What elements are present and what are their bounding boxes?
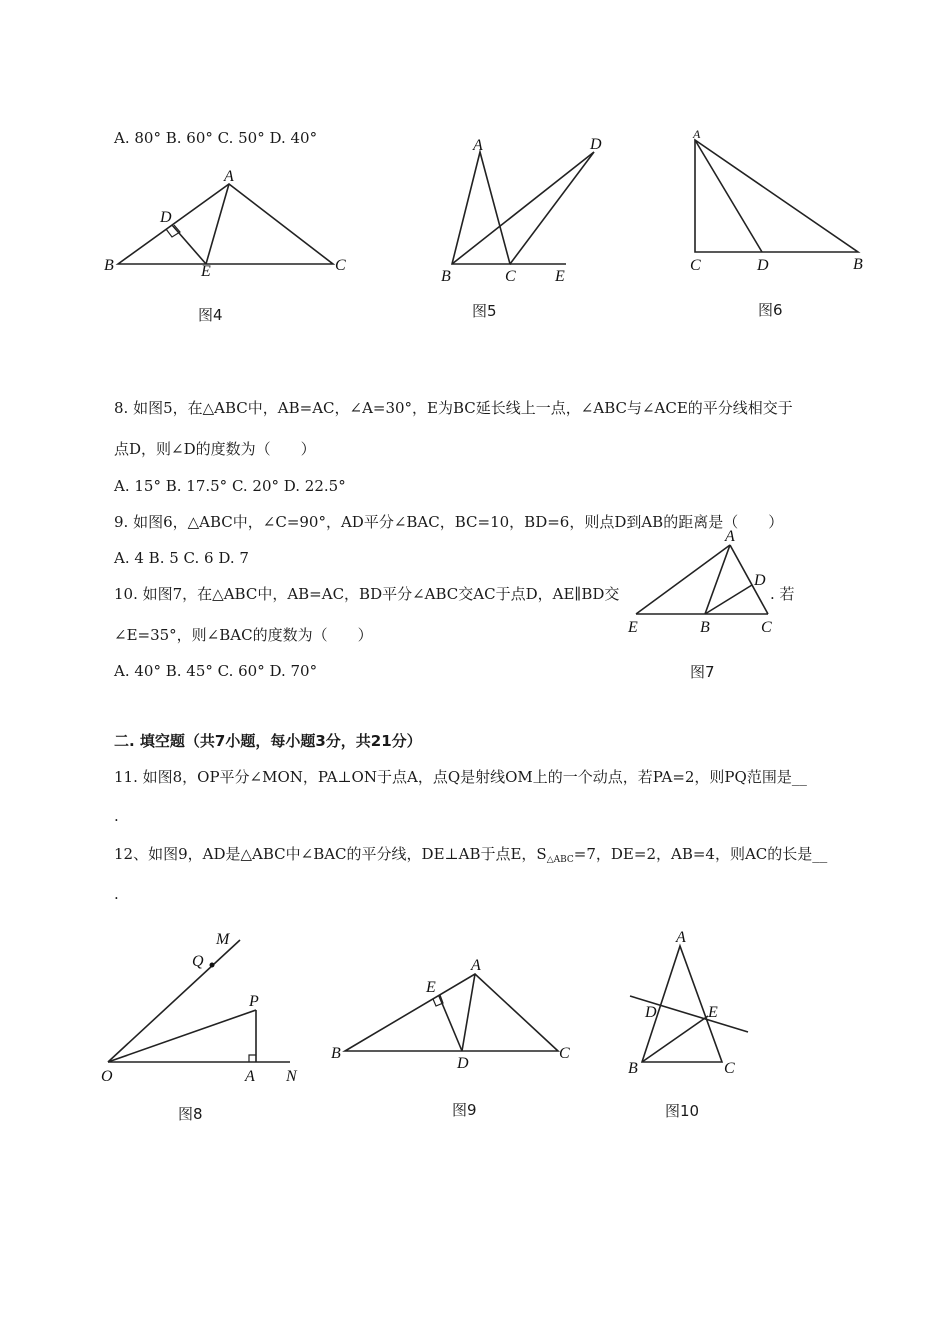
q9-options: A. 4 B. 5 C. 6 D. 7 xyxy=(114,549,249,567)
q12-line1a: 12、如图9，AD是△ABC中∠BAC的平分线，DE⊥AB于点E，S xyxy=(114,845,547,863)
q8-line1: 8. 如图5，在△ABC中，AB=AC，∠A=30°，E为BC延长线上一点，∠ABC与∠ACE的平分线相交于 xyxy=(114,399,793,417)
fig8-label-p: P xyxy=(249,993,259,1010)
fig10-label-a: A xyxy=(676,929,686,946)
q7-options: A. 80° B. 60° C. 50° D. 40° xyxy=(114,129,318,147)
fig4-label-a: A xyxy=(224,168,234,185)
fig5-label-a: A xyxy=(473,137,483,154)
q12-line1b: =7，DE=2，AB=4，则AC的长是__ xyxy=(573,845,828,863)
fig9-label-d: D xyxy=(457,1055,469,1072)
fig5-caption: 图5 xyxy=(472,302,497,320)
fig5-label-c: C xyxy=(505,268,516,285)
fig7-label-e: E xyxy=(628,619,638,636)
fig10-label-b: B xyxy=(628,1060,638,1077)
q12-subscript: △ABC xyxy=(546,855,574,865)
q10-line1b: . 若 xyxy=(770,585,795,603)
q8-options: A. 15° B. 17.5° C. 20° D. 22.5° xyxy=(114,477,346,495)
fig7-label-d: D xyxy=(754,572,766,589)
fig8-label-o: O xyxy=(101,1068,113,1085)
fig9-label-a: A xyxy=(471,957,481,974)
fig4-label-c: C xyxy=(335,257,346,274)
fig4-caption: 图4 xyxy=(198,306,223,324)
fig9-label-e: E xyxy=(426,979,436,996)
fig6-label-a: A xyxy=(693,127,701,141)
fig4-label-d: D xyxy=(160,209,172,226)
q10-line2: ∠E=35°，则∠BAC的度数为（ ） xyxy=(114,626,373,644)
fig6-label-d: D xyxy=(757,257,769,274)
q12-line2: . xyxy=(114,885,119,903)
q11-line2: . xyxy=(114,807,119,825)
fig9-caption: 图9 xyxy=(452,1101,477,1119)
fig5-label-b: B xyxy=(441,268,451,285)
fig9-label-c: C xyxy=(559,1045,570,1062)
fig10-label-c: C xyxy=(724,1060,735,1077)
fig10-label-e: E xyxy=(708,1004,718,1021)
fig8-label-m: M xyxy=(216,931,230,948)
fig5-label-d: D xyxy=(590,136,602,153)
fig8-label-a: A xyxy=(245,1068,255,1085)
fig4-label-e: E xyxy=(201,263,211,280)
q11-line1: 11. 如图8，OP平分∠MON，PA⊥ON于点A，点Q是射线OM上的一个动点，若PA=2，则PQ范围是__ xyxy=(114,768,807,786)
fig8-caption: 图8 xyxy=(178,1105,203,1123)
fig4-label-b: B xyxy=(104,257,114,274)
fig7-label-a: A xyxy=(725,528,735,545)
q8-line2: 点D，则∠D的度数为（ ） xyxy=(114,440,316,458)
section-2-title: 二. 填空题（共7小题，每小题3分，共21分） xyxy=(114,732,422,750)
fig8-label-q: Q xyxy=(192,953,204,970)
fig8-label-n: N xyxy=(286,1068,297,1085)
fig7-label-b: B xyxy=(700,619,710,636)
fig6-label-c: C xyxy=(690,257,701,274)
fig10-label-d: D xyxy=(645,1004,657,1021)
fig9-label-b: B xyxy=(331,1045,341,1062)
q10-options: A. 40° B. 45° C. 60° D. 70° xyxy=(114,662,318,680)
fig5-label-e: E xyxy=(555,268,565,285)
fig10-segment-be xyxy=(642,1016,708,1062)
fig6-caption: 图6 xyxy=(758,301,783,319)
q10-line1a: 10. 如图7，在△ABC中，AB=AC，BD平分∠ABC交AC于点D，AE∥BD交 xyxy=(114,585,620,603)
q9-line1: 9. 如图6，△ABC中，∠C=90°，AD平分∠BAC，BC=10，BD=6，则点D到AB的距离是（ ） xyxy=(114,513,784,531)
fig6-label-b: B xyxy=(853,256,863,273)
fig10-caption: 图10 xyxy=(665,1102,700,1120)
fig7-label-c: C xyxy=(761,619,772,636)
fig7-caption: 图7 xyxy=(690,663,715,681)
